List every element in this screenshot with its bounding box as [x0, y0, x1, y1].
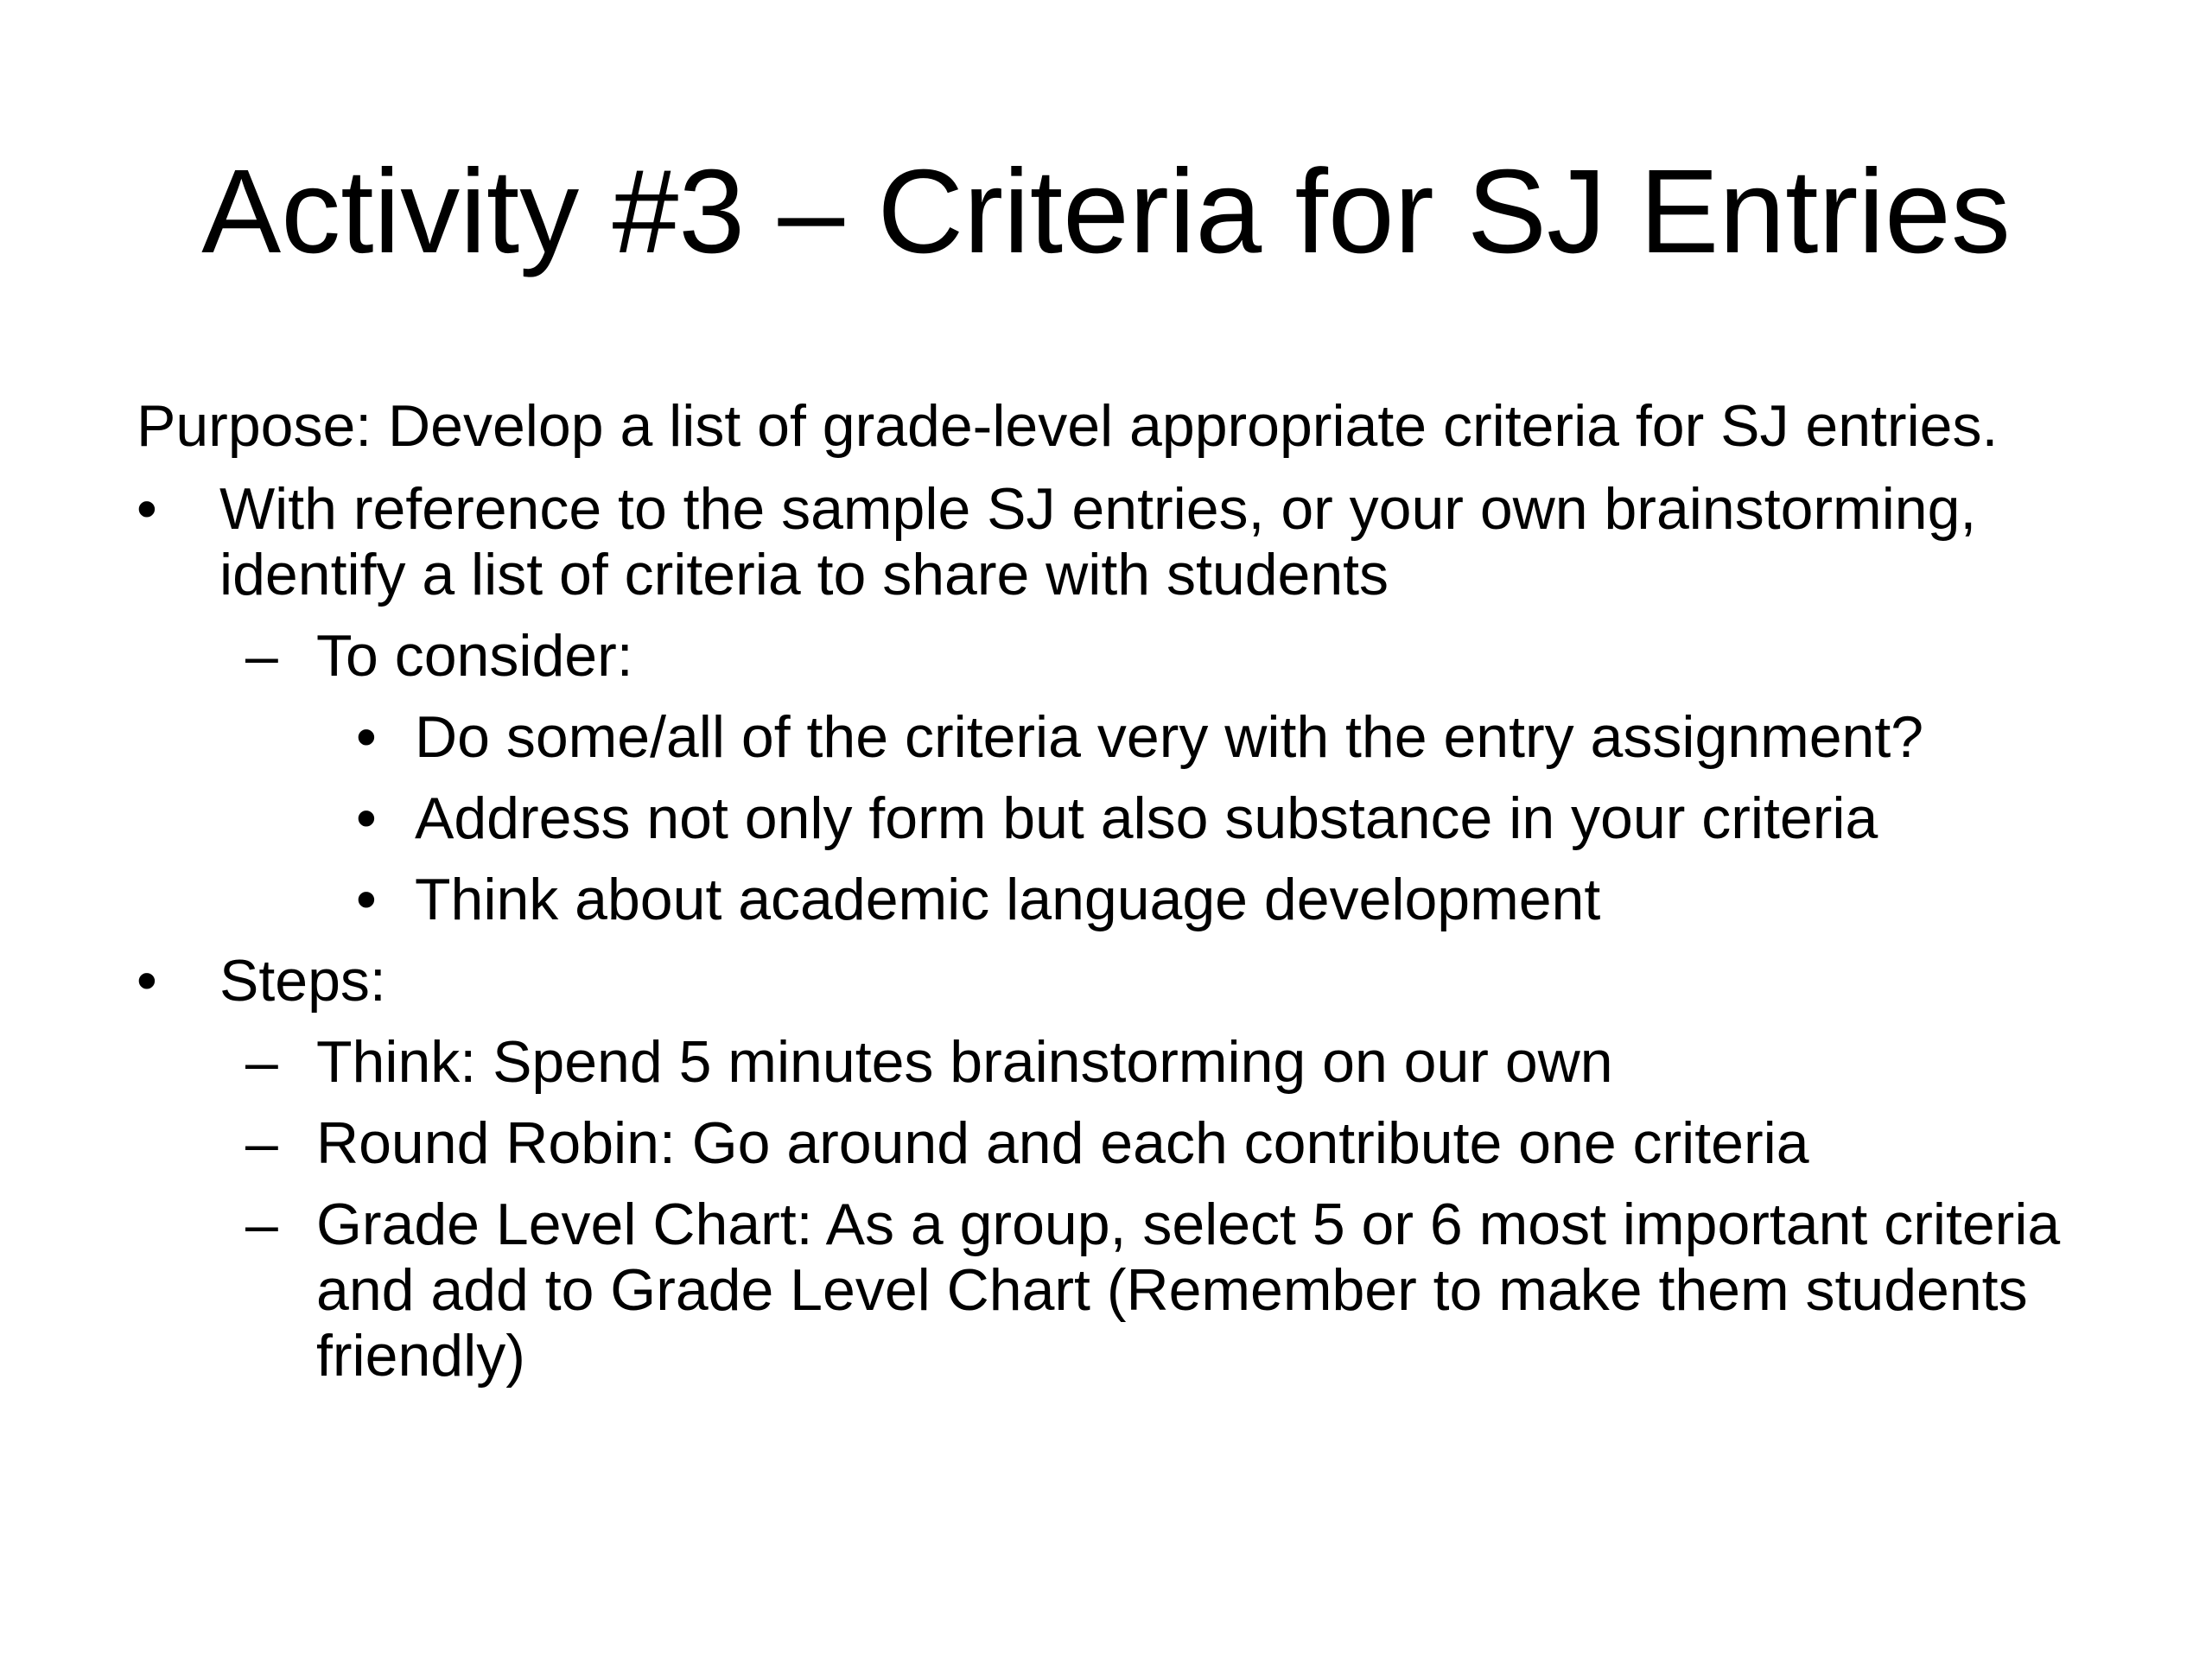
dash-marker: –	[245, 1192, 278, 1257]
bullet-item	[137, 948, 2124, 1014]
bullet-marker: •	[356, 867, 377, 932]
sub-bullet-item	[137, 785, 2124, 851]
bullet-text: With reference to the sample SJ entries, or your own brainstorming, identify a list of criteria to share with students	[219, 476, 1977, 607]
sub-bullet-text: Think about academic language development	[415, 867, 1601, 932]
dash-marker: –	[245, 1110, 278, 1176]
sub-bullet-item	[137, 867, 2124, 932]
bullet-marker: •	[137, 476, 157, 542]
dash-item	[137, 623, 2124, 689]
bullet-marker: •	[356, 785, 377, 851]
dash-text: To consider:	[316, 623, 633, 689]
slide-title: Activity #3 – Criteria for SJ Entries	[201, 145, 2011, 278]
dash-text: Round Robin: Go around and each contribute one criteria	[316, 1110, 1809, 1176]
bullet-marker: •	[356, 704, 377, 770]
purpose-text: Purpose: Develop a list of grade-level appropriate criteria for SJ entries.	[137, 393, 1999, 459]
bullet-marker: •	[137, 948, 157, 1014]
dash-item	[137, 1192, 2124, 1389]
dash-item	[137, 1110, 2124, 1176]
dash-item	[137, 1029, 2124, 1095]
sub-bullet-text: Do some/all of the criteria very with the entry assignment?	[415, 704, 1924, 770]
bullet-text: Steps:	[219, 948, 386, 1014]
dash-text: Think: Spend 5 minutes brainstorming on our own	[316, 1029, 1613, 1095]
dash-marker: –	[245, 1029, 278, 1095]
bullet-item	[137, 476, 2124, 607]
dash-text: Grade Level Chart: As a group, select 5 or 6 most important criteria and add to Grade Level Chart (Remember to make them students friendly)	[316, 1192, 2061, 1389]
sub-bullet-text: Address not only form but also substance in your criteria	[415, 785, 1878, 851]
dash-marker: –	[245, 623, 278, 689]
slide-body	[137, 393, 2124, 1389]
sub-bullet-item	[137, 704, 2124, 770]
